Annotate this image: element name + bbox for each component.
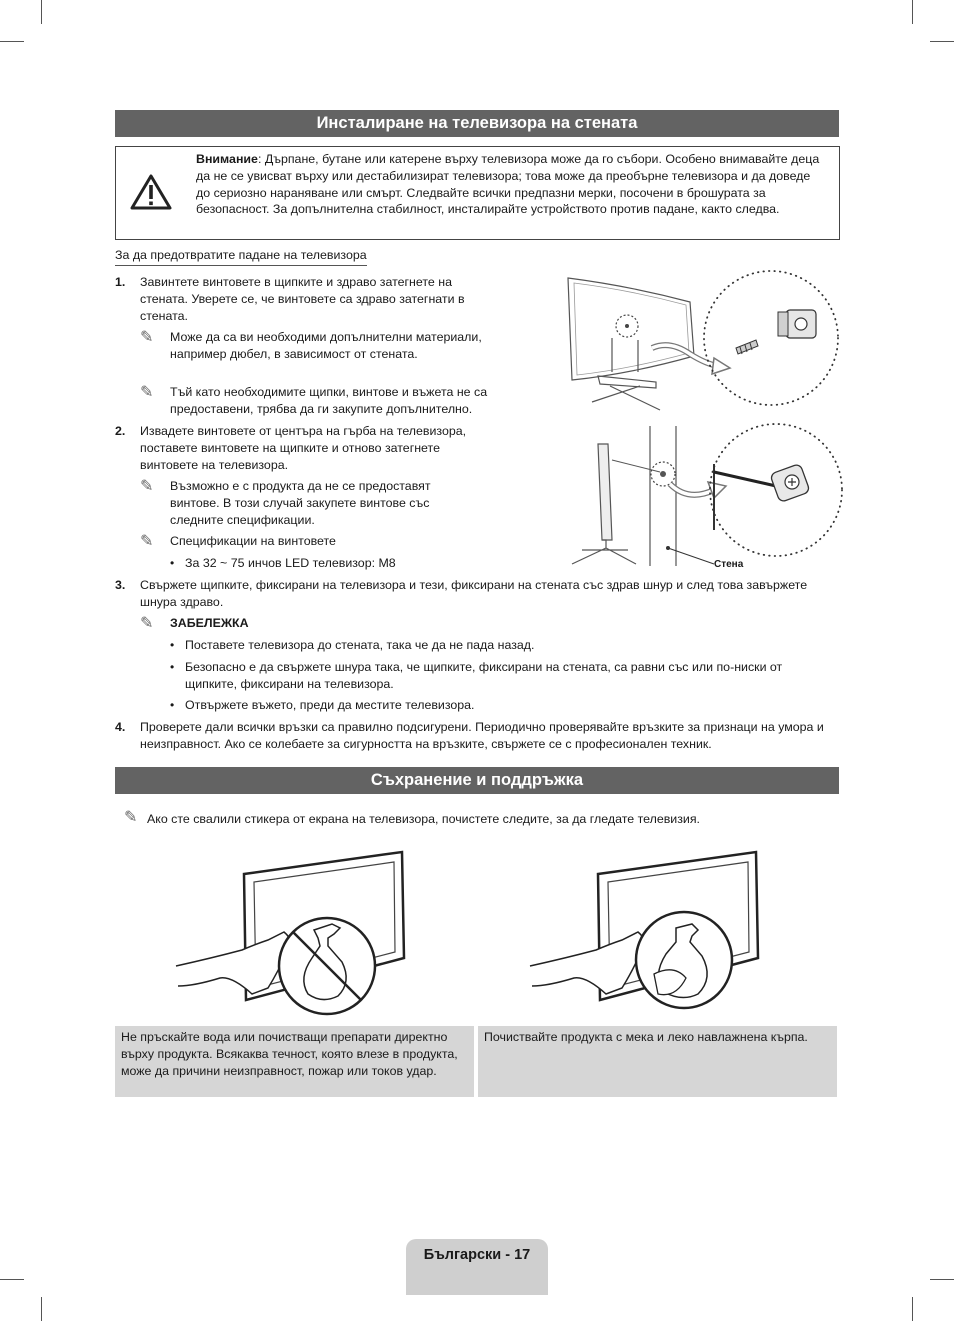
bullet: • [170,638,175,652]
step-1-text: Завинтете винтовете в щипките и здраво затегнете на стената. Уверете се, че винтовете са здраво затегнати в стената. [140,275,465,323]
step-2-note-1: Възможно е с продукта да не се предоставят винтове. В този случай закупете винтове със следните спецификации. [170,479,431,527]
page-footer: Български - 17 [406,1239,548,1295]
sticker-note: Ако сте свалили стикера от екрана на телевизора, почистете следите, за да гледате телевизия. [147,812,700,826]
crop-mark [0,41,24,42]
pencil-note-icon: ✎ [140,478,154,495]
step-2-bullet: За 32 ~ 75 инчов LED телевизор: M8 [185,556,396,570]
bullet: • [170,698,175,712]
step-3-number: 3. [115,578,126,592]
caption-no-spray: Не пръскайте вода или почистващи препарати директно върху продукта. Всякаква течност, която влезе в продукта, може да причини неизправност, пожар или токов удар. [115,1026,474,1097]
wall-label: Стена [714,559,744,570]
warning-box [115,146,840,240]
pencil-note-icon: ✎ [140,533,154,550]
pencil-note-icon: ✎ [140,329,154,346]
step-2-note-2: Спецификации на винтовете [170,534,336,548]
crop-mark [912,1297,913,1321]
crop-mark [912,0,913,24]
pencil-note-icon: ✎ [140,615,154,632]
step-3-text: Свържете щипките, фиксирани на телевизора и тези, фиксирани на стената със здрав шнур и след това завържете шнура здраво. [140,578,808,609]
crop-mark [41,1297,42,1321]
warning-body: : Дърпане, бутане или катерене върху телевизора може да го събори. Особено внимавайте деца да не се увисват върху или дестабилизират телевизора; това може да преобърне телевизора и да доведе до сериозно нараняване или смърт. Следвайте всички предпазни мерки, посочени в брошурата за безопасност. За допълнителна стабилност, инсталирайте устройството против падане, както следва. [196,152,820,217]
pencil-note-icon: ✎ [140,384,154,401]
section-title-wall-install: Инсталиране на телевизора на стената [115,110,839,137]
warning-text [196,151,826,218]
bullet: • [170,660,175,674]
warning-label: Внимание [196,152,258,166]
caption-soft-cloth: Почиствайте продукта с мека и леко навлажнена кърпа. [478,1026,837,1097]
step-3-bullet-2: Безопасно е да свържете шнура така, че щипките, фиксирани на стената, са равни със или по-ниски от щипките, фиксирани на телевизора. [185,660,783,691]
step-3-note-title: ЗАБЕЛЕЖКА [170,616,249,630]
warning-triangle-icon [130,174,172,210]
step-1-note-2: Тъй като необходимите щипки, винтове и въжета не са предоставени, трябва да ги закупите допълнително. [170,385,488,416]
step-2-text: Извадете винтовете от центъра на гърба на телевизора, поставете винтовете на щипките и отново затегнете винтовете на телевизора. [140,424,467,472]
crop-mark [930,41,954,42]
pencil-note-icon: ✎ [124,809,138,826]
soft-cloth-illustration [526,848,762,1018]
step-4-text: Проверете дали всички връзки са правилно подсигурени. Периодично проверявайте връзките за признаци на умора и неизправност. Ако се колебаете за сигурността на връзките, свържете се с професионален техник. [140,720,824,751]
section-title-storage: Съхранение и поддръжка [115,767,839,794]
step-1-number: 1. [115,275,126,289]
tv-side-wall-illustration [568,420,840,570]
step-3-bullet-3: Отвържете въжето, преди да местите телевизора. [185,698,475,712]
no-spray-illustration [172,848,408,1018]
step-2-number: 2. [115,424,126,438]
step-3-bullet-1: Поставете телевизора до стената, така че да не пада назад. [185,638,535,652]
step-4-number: 4. [115,720,126,734]
bullet: • [170,556,175,570]
crop-mark [41,0,42,24]
crop-mark [0,1279,24,1280]
crop-mark [930,1279,954,1280]
subheading: За да предотвратите падане на телевизора [115,248,367,266]
tv-back-bracket-illustration [560,268,840,416]
step-1-note-1: Може да са ви необходими допълнителни материали, например дюбел, в зависимост от стената. [170,330,482,361]
